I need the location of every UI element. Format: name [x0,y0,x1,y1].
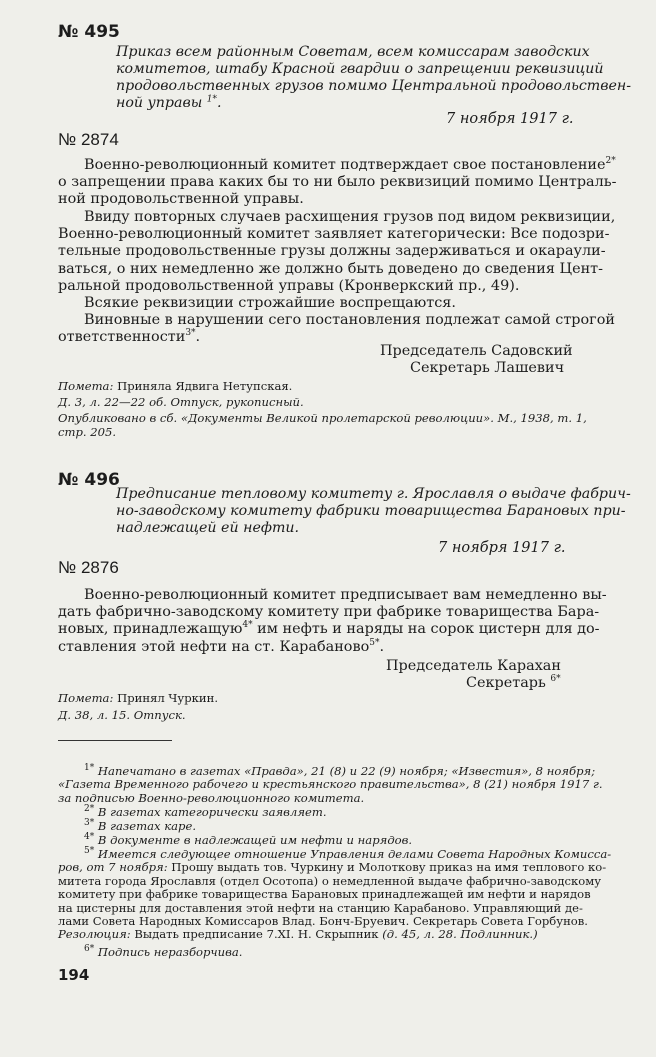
footnote-1: $^{1*}$ Напечатано в газетах «Правда», 21 (8) и 22 (9) ноября; «Известия», 8 ноября; «Газета Временного рабочего и крестьянского правительства», 8 (21) ноября 1917 г. за подписью Военно-революционного комитета. [58,763,603,805]
footnote-3: $^{3*}$ В газетах каре. [84,818,197,833]
footnote-mark: 3* [185,328,196,339]
doc-496-signature-chair: Председатель Карахан [386,658,561,674]
page-number: 194 [58,966,90,984]
doc-495-paragraph-3: Всякие реквизиции строжайшие воспрещаются. [84,295,456,311]
footnote-mark: 3* [84,818,95,829]
doc-495-date: 7 ноября 1917 г. [446,111,574,127]
footnote-mark: 2* [605,156,616,167]
title-line: продовольственных грузов помимо Центральной продовольствен- [116,78,632,94]
footnote-mark: 5* [369,637,380,648]
doc-495-paragraph-1: Военно-революционный комитет подтверждает свое постановление$^{2*}$ о запрещении права каких бы то ни было реквизиций помимо Централь- ной продовольственной управы. [58,156,617,208]
doc-495-number: № 495 [58,22,120,42]
footnote-6: $^{6*}$ Подпись неразборчива. [84,944,243,959]
doc-496-subnumber: № 2876 [58,558,119,577]
footnote-4: $^{4*}$ В документе в надлежащей им нефти и нарядов. [84,832,413,847]
doc-496-note-1: Помета: Принял Чуркин. [58,691,219,705]
footnote-mark: 6* [550,674,561,685]
doc-495-note-1: Помета: Приняла Ядвига Нетупская. [58,379,293,393]
title-line: ной управы $^{1*}$. [116,94,222,111]
title-line: надлежащей ей нефти. [116,520,300,536]
doc-496-archive-ref: Д. 38, л. 15. Отпуск. [58,708,186,722]
doc-496-title [116,486,631,537]
doc-495-signature-chair: Председатель Садовский [380,343,573,359]
footnote-mark: 4* [242,620,253,631]
title-line: комитетов, штабу Красной гвардии о запрещении реквизиций [116,61,604,77]
title-line: Приказ всем районным Советам, всем комиссарам заводских [116,44,590,60]
footnote-mark: 6* [84,944,95,955]
footnote-mark: 1* [84,763,95,774]
footnote-5: $^{5*}$ Имеется следующее отношение Управления делами Совета Народных Комисса- ров, от 7 ноября: Прошу выдать тов. Чуркину и Молоткову приказ на имя теплового ко- митета города Ярославля (отдел Осотопа) о немедленной выдаче фабрично-заводскому комитету при фабрике товарищества Барановых принадлежащей им нефти и нарядов на цистерны для доставления этой нефти на станцию Карабаново. Управляющий де- лами Совета Народных Комиссаров Влад. Бонч-Бруевич. Секретарь Совета Горбунов. Резолюция: Выдать предписание 7.XI. Н. Скрыпник (д. 45, л. 28. Подлинник.) [58,846,612,942]
doc-496-paragraph-1: Военно-революционный комитет предписывает вам немедленно вы- дать фабрично-заводскому комитету при фабрике товарищества Бара- новых, принадлежащую$^{4*}$ им нефть и наряды на сорок цистерн для до- ставления этой нефти на ст. Карабаново$^{5*}$. [58,587,607,655]
doc-496-date: 7 ноября 1917 г. [438,540,566,556]
footnote-separator [58,740,172,741]
doc-495-paragraph-2: Ввиду повторных случаев расхищения грузов под видом реквизиции, Военно-революционный комитет заявляет категорически: Все подозри- тельные продовольственные грузы должны задерживаться и окараули- ваться, о них немедленно же должно быть доведено до сведения Цент- ральной продовольственной управы (Кронверкский пр., 49). [58,209,616,294]
footnote-2: $^{2*}$ В газетах категорически заявляет. [84,804,327,819]
title-line: Предписание тепловому комитету г. Ярославля о выдаче фабрич- [116,486,631,502]
footnote-mark: 5* [84,846,95,857]
doc-495-paragraph-4: Виновные в нарушении сего постановления подлежат самой строгой ответственности$^{3*}$. [58,312,615,346]
doc-495-title [116,44,631,112]
footnote-mark: 1* [206,94,218,105]
doc-496-number: № 496 [58,470,120,490]
doc-495-publication: Опубликовано в сб. «Документы Великой пролетарской революции». М., 1938, т. 1, стр. 205. [58,411,587,439]
footnote-mark: 4* [84,832,95,843]
title-line: но-заводскому комитету фабрики товарищества Барановых при- [116,503,626,519]
doc-495-archive-ref: Д. 3, л. 22—22 об. Отпуск, рукописный. [58,395,304,409]
footnote-mark: 2* [84,804,95,815]
doc-495-signature-secretary: Секретарь Лашевич [410,360,565,376]
doc-496-signature-secretary: Секретарь $^{6*}$ [466,674,561,691]
doc-495-subnumber: № 2874 [58,130,119,149]
